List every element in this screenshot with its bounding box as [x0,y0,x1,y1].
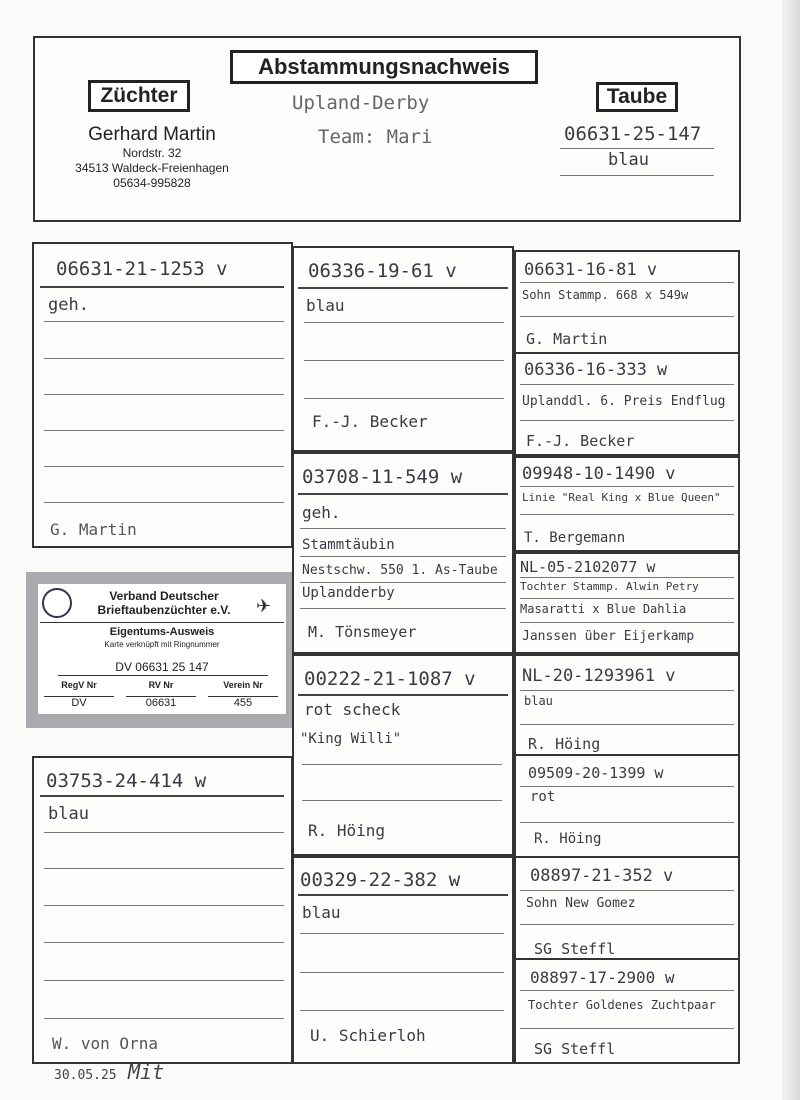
rule [520,924,734,925]
rule [520,598,734,599]
rule [44,394,284,395]
card-col3-label: Verein Nr [223,680,263,690]
gg-2-owner: T. Bergemann [524,530,626,546]
ff-color: blau [306,296,345,315]
rule [44,942,284,943]
breeder-name: Gerhard Martin [88,124,216,145]
rule [304,360,504,361]
document-title: Abstammungsnachweis [230,50,538,84]
mother-color: blau [48,804,89,824]
rule [300,933,504,934]
rule [300,556,506,557]
mm-owner: U. Schierloh [310,1026,426,1045]
scan-edge [782,0,800,1100]
rule [520,1028,734,1029]
card-col1-value: DV [44,696,114,709]
rule [298,493,508,495]
pigeon-icon: ✈ [256,596,272,616]
rule [44,1018,284,1019]
card-col2-value: 06631 [126,696,196,709]
gg-1-owner: F.-J. Becker [526,432,635,450]
rule [44,430,284,431]
card-col2-label: RV Nr [148,680,174,690]
gg-1-note: Uplanddl. 6. Preis Endflug [522,394,726,409]
gg-0-owner: G. Martin [526,330,608,348]
rule [44,358,284,359]
mm-color: blau [302,903,341,922]
card-ring-line [58,675,268,676]
gg-4-note: blau [524,694,553,708]
card-col3-value: 455 [208,696,278,709]
pigeon-color-line [560,175,714,176]
rule [520,822,734,823]
rule [520,577,734,578]
gg-6-note: Sohn New Gomez [526,896,636,911]
rule [520,690,734,691]
gg-5-note: rot [530,789,556,805]
card-org-line2: Brieftaubenzüchter e.V. [97,603,231,617]
rule [44,868,284,869]
gg-4-owner: R. Höing [528,735,601,753]
rule [44,321,284,322]
mf-color: rot scheck [304,700,401,719]
gg-7-owner: SG Steffl [534,1040,616,1058]
mm-ring: 00329-22-382 w [300,869,461,891]
card-title: Eigentums-Ausweis [109,626,215,638]
rule [304,322,504,323]
mf-name: "King Willi" [300,731,402,747]
rule [520,514,734,515]
mother-ring: 03753-24-414 w [46,770,207,792]
gg-5-owner: R. Höing [534,831,602,847]
rule [44,832,284,833]
breeder-phone: 05634-995828 [113,176,191,190]
card-org-line1: Verband Deutscher [109,589,219,603]
gg-3-ring: NL-05-2102077 w [520,558,656,576]
gg-1-ring: 06336-16-333 w [524,360,668,380]
gg-0-ring: 06631-16-81 v [524,260,658,280]
mf-ring: 00222-21-1087 v [304,668,476,690]
rule [520,316,734,317]
rule [520,384,734,385]
fm-note2: Nestschw. 550 1. As-Taube [302,563,498,578]
mother-owner: W. von Orna [52,1034,158,1053]
rule [40,286,284,288]
pigeon-color: blau [608,150,649,170]
pigeon-ring-line [560,148,714,149]
rule [520,282,734,283]
card-col1-label: RegV Nr [61,680,97,690]
breeder-city: 34513 Waldeck-Freienhagen [75,161,229,175]
pigeon-label: Taube [596,82,678,112]
fm-color: geh. [302,503,341,522]
ownership-card [26,572,298,728]
father-ring: 06631-21-1253 v [56,258,228,280]
rule [302,764,502,765]
vdb-logo [42,588,72,618]
footer-signature: Mit [128,1060,165,1084]
ownership-card-body [38,584,286,714]
breeder-street: Nordstr. 32 [122,146,182,160]
ff-owner: F.-J. Becker [312,412,428,431]
card-ring: DV 06631 25 147 [115,660,209,674]
team-name: Team: Mari [318,126,433,148]
gg-3-owner: Janssen über Eijerkamp [522,629,695,644]
gg-2-ring: 09948-10-1490 v [522,464,676,484]
rule [302,800,502,801]
rule [300,608,506,609]
fm-note3: Uplandderby [302,585,395,601]
rule [300,972,504,973]
gg-6-owner: SG Steffl [534,940,616,958]
ff-ring: 06336-19-61 v [308,260,457,282]
rule [40,795,284,797]
rule [300,528,506,529]
rule [44,905,284,906]
rule [44,980,284,981]
rule [520,486,734,487]
rule [298,894,508,896]
fm-note1: Stammtäubin [302,537,395,553]
rule [304,398,504,399]
gg-6-ring: 08897-21-352 v [530,866,674,886]
gg-3-note2: Masaratti x Blue Dahlia [520,602,687,616]
rule [520,420,734,421]
father-color: geh. [48,295,89,315]
rule [298,694,508,696]
rule [520,786,734,787]
rule [520,990,734,991]
card-subtitle: Karte verknüpft mit Ringnummer [104,640,220,649]
gg-7-ring: 08897-17-2900 w [530,968,675,987]
rule [520,622,734,623]
mf-owner: R. Höing [308,821,386,840]
rule [298,287,508,289]
fm-owner: M. Tönsmeyer [308,623,417,641]
rule [520,724,734,725]
gg-5-ring: 09509-20-1399 w [528,764,664,782]
gg-2-note: Linie "Real King x Blue Queen" [522,491,721,504]
gg-7-note: Tochter Goldenes Zuchtpaar [528,998,716,1012]
gg-3-note: Tochter Stammp. Alwin Petry [520,580,699,593]
fm-ring: 03708-11-549 w [302,466,463,488]
rule [520,890,734,891]
rule [300,1010,504,1011]
card-divider [40,622,284,623]
gg-0-note: Sohn Stammp. 668 x 549w [522,288,689,302]
footer-date: 30.05.25 [54,1068,117,1083]
rule [44,502,284,503]
father-owner: G. Martin [50,520,137,539]
breeder-label: Züchter [88,80,190,112]
pigeon-ring: 06631-25-147 [564,123,702,145]
rule [300,582,506,583]
rule [44,466,284,467]
gg-4-ring: NL-20-1293961 v [522,666,676,686]
event-name: Upland-Derby [292,92,430,114]
